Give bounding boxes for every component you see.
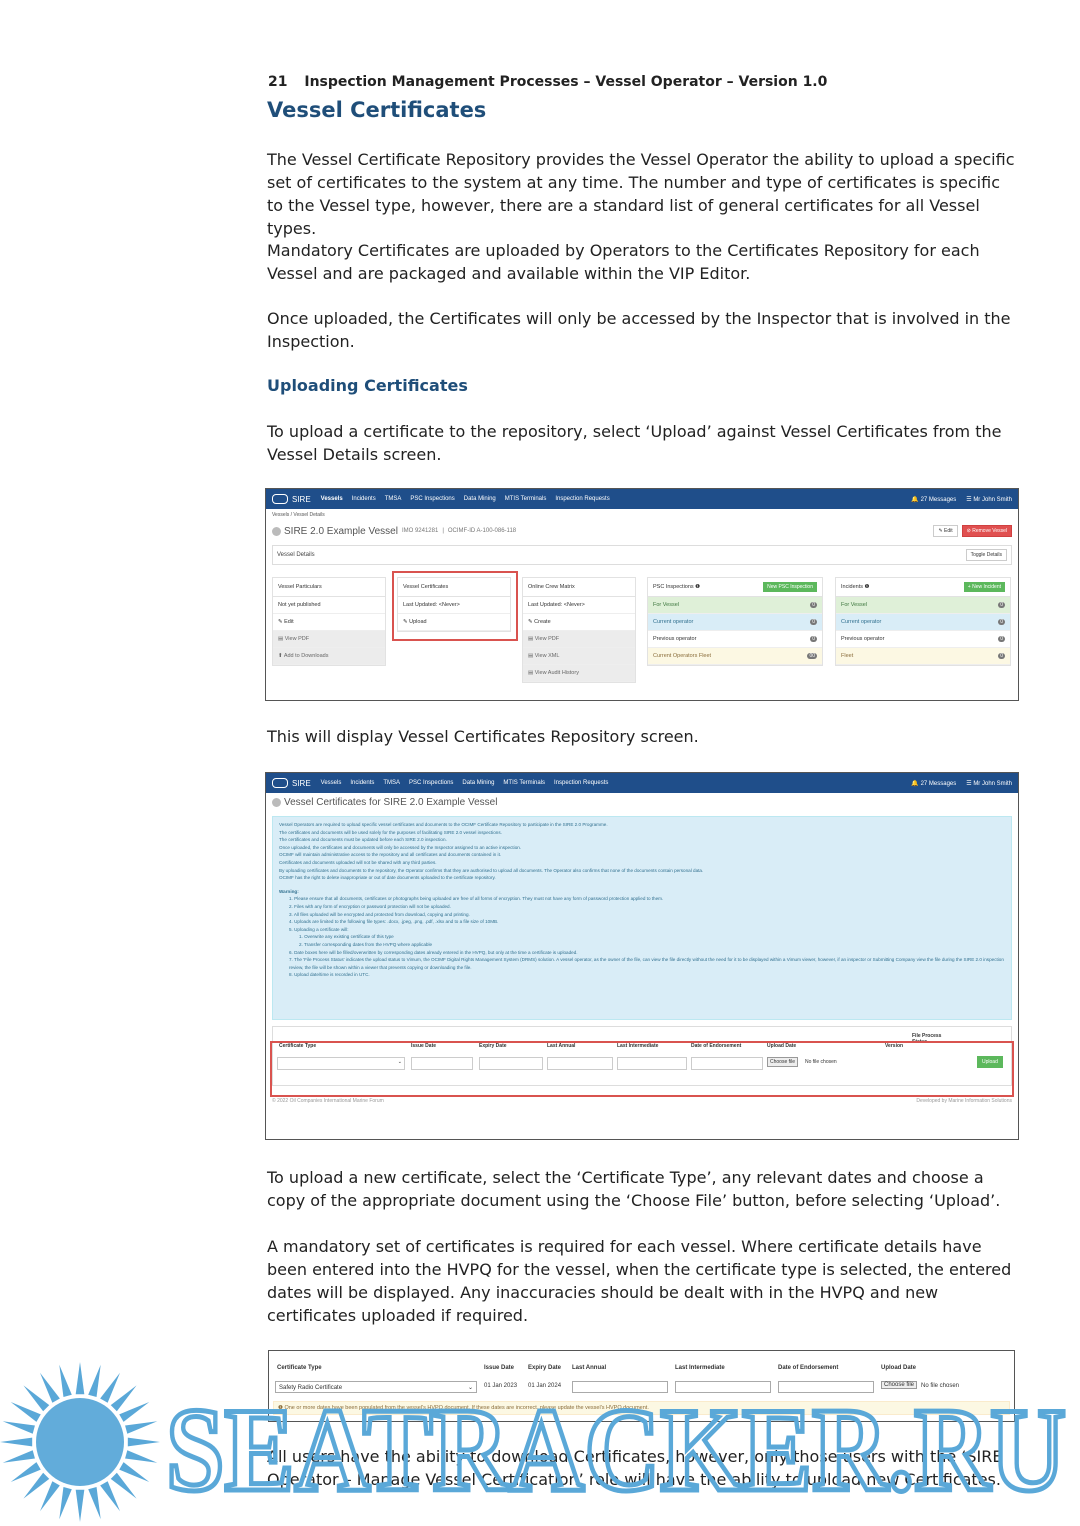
row-label: Fleet (841, 653, 854, 659)
particulars-view-pdf-link[interactable]: ▤ View PDF (273, 631, 385, 648)
populated-dates-screenshot (268, 1350, 1015, 1422)
paragraph-mandatory-set: A mandatory set of certificates is required for each vessel. Where certificate details have been entered into the HVPQ for the vessel, when the certificate type is selected, the entered dates will be displayed. Any inaccuracies should be dealt with in the HVPQ and new certificates uploaded if required. (267, 1237, 1012, 1325)
document-title: Inspection Management Processes – Vessel Operator – Version 1.0 (304, 74, 828, 90)
repository-title: Vessel Certificates for SIRE 2.0 Example Vessel (284, 797, 498, 808)
messages-count: 27 Messages (920, 496, 957, 503)
nav-psc[interactable]: PSC Inspections (410, 496, 455, 502)
user-name: Mr John Smith (973, 780, 1012, 787)
bell-icon: 🔔 (911, 496, 919, 503)
nav-vessels[interactable]: Vessels (320, 780, 342, 786)
col-upload-date: Upload Date (881, 1365, 917, 1371)
card-title: PSC Inspections ❶ (653, 584, 701, 590)
user-menu[interactable]: ☰ Mr John Smith (966, 780, 1012, 787)
add-to-downloads-link[interactable]: ⬆ Add to Downloads (273, 648, 385, 665)
sun-ray (125, 1450, 157, 1462)
col-certificate-type: Certificate Type (279, 1043, 317, 1049)
paragraph-repository-screen: This will display Vessel Certificates Repository screen. (267, 727, 699, 746)
row-label: Current Operators Fleet (653, 653, 712, 659)
date-endorsement-input[interactable] (778, 1381, 874, 1393)
card-title: Online Crew Matrix (523, 578, 635, 597)
col-issue-date: Issue Date (411, 1043, 437, 1049)
nav-data-mining[interactable]: Data Mining (463, 496, 496, 502)
info-line: Vessel Operators are required to upload specific vessel certificates and documents to the OCIMF Certificate Repository to participate in the SIRE 2.0 Programme. (279, 822, 608, 827)
sun-ray (11, 1462, 41, 1482)
nav-tmsa[interactable]: TMSA (384, 496, 402, 502)
toggle-details-button[interactable]: Toggle Details (966, 549, 1007, 561)
warning-line: 6. Date boxes here will be filled/overwritten by corresponding dates already entered in the HVPQ, but only at the time a certificate is uploaded. (289, 949, 578, 955)
sun-ray (59, 1487, 71, 1519)
col-expiry-date: Expiry Date (479, 1043, 507, 1049)
last-intermediate-input[interactable] (675, 1381, 771, 1393)
highlight-box (270, 1041, 1014, 1097)
col-date-endorsement: Date of Endorsement (778, 1365, 839, 1371)
col-upload-date: Upload Date (767, 1043, 797, 1049)
count-badge: 0 (1000, 619, 1003, 625)
col-last-annual: Last Annual (572, 1365, 607, 1371)
highlight-box (392, 571, 518, 641)
sun-ray (40, 1481, 60, 1511)
sun-ray (11, 1402, 41, 1422)
repository-title-bar (266, 793, 1018, 812)
watermark-text: SEATRACKER.RU (166, 1383, 1066, 1516)
row-label: For Vessel (653, 602, 679, 608)
sun-ray (0, 1438, 32, 1447)
incident-row[interactable] (836, 631, 1010, 648)
vessel-cards (272, 569, 1012, 689)
sun-ray (100, 1373, 120, 1403)
psc-row[interactable] (648, 631, 822, 648)
bell-icon: 🔔 (911, 780, 919, 787)
sun-ray (88, 1365, 100, 1397)
crew-view-xml-link[interactable]: ▤ View XML (523, 648, 635, 665)
choose-file-button[interactable]: Choose file (767, 1057, 798, 1067)
footer-developer: Developed by Marine Information Solutions (916, 1098, 1012, 1104)
sun-ray (100, 1481, 120, 1511)
edit-vessel-button[interactable]: ✎ Edit (933, 525, 957, 537)
warning-line: 3. All files uploaded will be encrypted and protected from download, copying and printing. (289, 911, 470, 917)
breadcrumb[interactable]: Vessels / Vessel Details (272, 512, 325, 518)
warning-line: 4. Uploads are limited to the following file types: .docx, .jpeg, .png, .pdf, .xlsx and to a file size of 10MB. (289, 919, 499, 925)
sun-ray (111, 1473, 137, 1499)
card-title: Incidents ❶ (841, 584, 870, 590)
particulars-edit-link[interactable]: ✎ Edit (273, 614, 385, 631)
sun-ray (119, 1402, 149, 1422)
messages-count: 27 Messages (920, 780, 957, 787)
new-psc-inspection-button[interactable]: New PSC Inspection (763, 582, 817, 592)
info-panel (272, 816, 1012, 1020)
incident-row[interactable] (836, 648, 1010, 665)
warning-line: 2. Files with any form of encryption or password protection will not be uploaded. (289, 903, 451, 909)
psc-row[interactable] (648, 597, 822, 614)
sun-ray (23, 1385, 49, 1411)
navbar (266, 489, 1018, 509)
count-badge: 0 (1000, 602, 1003, 608)
paragraph-upload-steps: To upload a new certificate, select the ‘Certificate Type’, any relevant dates and choose a copy of the appropriate document using the ‘Choose File’ button, before selecting ‘Upload’. (267, 1168, 1001, 1210)
nav-incidents[interactable]: Incidents (351, 496, 376, 502)
card-title: Vessel Particulars (273, 578, 385, 597)
col-date-endorsement: Date of Endorsement (691, 1043, 742, 1049)
sun-ray (23, 1473, 49, 1499)
crew-audit-history-link[interactable]: ▤ View Audit History (523, 665, 635, 682)
warning-line: 8. Upload date/time is recorded in UTC. (289, 972, 370, 978)
remove-vessel-button[interactable]: ⊘ Remove Vessel (962, 525, 1012, 537)
warning-line: 5. Uploading a certificate will: (289, 926, 349, 932)
psc-row[interactable] (648, 614, 822, 631)
messages-link[interactable] (911, 780, 956, 787)
warning-subline: 2. Transfer corresponding dates from the HVPQ where applicable (299, 941, 433, 947)
publish-status: Not yet published (273, 597, 385, 614)
nav-mtis[interactable]: MTIS Terminals (504, 496, 547, 502)
sun-ray (128, 1438, 160, 1447)
nav-incidents[interactable]: Incidents (350, 780, 375, 786)
row-label: Previous operator (653, 636, 697, 642)
back-icon[interactable] (272, 527, 281, 536)
chevron-down-icon: ⌄ (397, 1059, 402, 1065)
count-badge: 0 (812, 636, 815, 642)
paragraph-download-rights: All users have the ability to download Certificates, however, only those users with the ‘SIRE Operator – Manage Vessel Certification’ role will have the ability to upload new Certificates. (267, 1447, 1003, 1489)
count-badge: 0 (1000, 636, 1003, 642)
col-expiry-date: Expiry Date (528, 1365, 562, 1371)
info-line: OCIMF will maintain administrative access to the repository and all certificates and documents contained in it. (279, 852, 502, 858)
nav-vessels[interactable]: Vessels (320, 496, 343, 502)
page-number: 21 (268, 74, 288, 90)
info-line: OCIMF has the right to delete inappropriate or out of date documents uploaded to the certificate repository. (279, 875, 496, 881)
count-badge: 0 (812, 602, 815, 608)
info-line: The certificates and documents must be updated before each SIRE 2.0 inspection. (279, 837, 447, 843)
psc-inspections-card (647, 577, 823, 666)
sun-ray (119, 1462, 149, 1482)
warning-line: 7. The 'File Process Status' indicates the upload status to Vimum, the OCIMF Digital Rights Management System (DRMS) solution. A vessel operator, as the owner of the file, can view the file directly without the need for it to be displayed within a Vimum viewer, however, if an inspector or Submitting Company view the file during the SIRE 2.0 inspection review, the file will be shown within a viewer that prevents copying or downloading the file. (289, 957, 1004, 970)
sun-ray (3, 1450, 35, 1462)
page-header (268, 74, 827, 90)
incident-row[interactable] (836, 614, 1010, 631)
crew-view-pdf-link[interactable]: ▤ View PDF (523, 631, 635, 648)
vessel-title-bar (266, 521, 1018, 541)
warning-heading: Warning: (279, 888, 299, 894)
section-title: Vessel Certificates (267, 98, 487, 122)
nav-mtis[interactable]: MTIS Terminals (503, 780, 545, 786)
nav-inspection-requests[interactable]: Inspection Requests (555, 496, 610, 502)
col-last-annual: Last Annual (547, 1043, 576, 1049)
sun-ray (76, 1490, 85, 1522)
vessel-details-screenshot (265, 488, 1019, 701)
sun-ray (125, 1421, 157, 1433)
expiry-date-value: 01 Jan 2024 (528, 1383, 562, 1389)
sun-logo-icon (0, 1362, 170, 1526)
no-file-label: No file chosen (805, 1059, 837, 1065)
col-version: Version (885, 1043, 904, 1049)
chevron-down-icon: ⌄ (467, 1385, 473, 1391)
sun-ray (40, 1373, 60, 1403)
row-label: Current operator (841, 619, 882, 625)
col-file-process-status: File Process Status (912, 1033, 942, 1045)
count-badge: 0 (1000, 653, 1003, 659)
vessel-ocimf-id: OCIMF-ID A-100-086-118 (447, 528, 517, 534)
certificates-upload-link[interactable]: ✎ Upload (398, 614, 510, 631)
incident-row[interactable] (836, 597, 1010, 614)
vessel-details-bar (272, 545, 1012, 565)
sun-ray (111, 1385, 137, 1411)
vessel-details-label: Vessel Details (277, 552, 315, 558)
nav-psc[interactable]: PSC Inspections (409, 780, 454, 786)
navbar (266, 773, 1018, 793)
paragraph-access: Once uploaded, the Certificates will only be accessed by the Inspector that is involved in the Inspection. (267, 309, 1011, 351)
messages-link[interactable] (911, 496, 956, 503)
info-line: Once uploaded, the certificates and documents will only be accessed by the Inspector assigned to an active inspection. (279, 844, 522, 850)
last-annual-input[interactable] (572, 1381, 668, 1393)
info-line: By uploading certificates and documents to the repository, the Operator confirms that they are authorised to upload all documents. The Operator also confirms that none of the documents contain personal data. (279, 867, 704, 873)
subsection-title: Uploading Certificates (267, 376, 468, 395)
back-icon[interactable] (272, 798, 281, 807)
count-badge: 0 (812, 619, 815, 625)
screen-footer (266, 1098, 1018, 1104)
paragraph-upload-instruction: To upload a certificate to the repository, select ‘Upload’ against Vessel Certificates from the Vessel Details screen. (267, 422, 1002, 464)
paragraph-mandatory: Mandatory Certificates are uploaded by Operators to the Certificates Repository for each Vessel and are packaged and available within the VIP Editor. (267, 241, 980, 283)
col-last-intermediate: Last Intermediate (617, 1043, 659, 1049)
selected-certificate: Safety Radio Certificate (279, 1385, 343, 1391)
warning-line: 1. Please ensure that all documents, certificates or photographs being uploaded are free of all forms of encryption. They must not have any form of password protection applied to them. (289, 896, 664, 902)
choose-file-button[interactable]: Choose file (881, 1381, 917, 1389)
ocimf-logo-icon (272, 778, 288, 788)
row-label: Previous operator (841, 636, 885, 642)
col-last-intermediate: Last Intermediate (675, 1365, 725, 1371)
nav-inspection-requests[interactable]: Inspection Requests (554, 780, 609, 786)
no-file-label: No file chosen (921, 1383, 960, 1389)
psc-row[interactable] (648, 648, 822, 665)
info-line: Certificates and documents uploaded will not be shared with any third parties. (279, 859, 437, 865)
issue-date-value: 01 Jan 2023 (484, 1383, 518, 1389)
nav-brand[interactable]: SIRE (292, 778, 311, 788)
col-issue-date: Issue Date (484, 1365, 515, 1371)
sun-ray (59, 1365, 71, 1397)
info-line: The certificates and documents will be used solely for the purposes of facilitating SIRE 2.0 vessel inspections. (279, 829, 502, 835)
crew-last-updated: Last Updated: <Never> (523, 597, 635, 614)
footer-copyright: © 2022 Oil Companies International Marine Forum (272, 1098, 384, 1104)
warning-subline: 1. Overwrite any existing certificate of this type (299, 934, 394, 940)
ocimf-logo-icon (272, 494, 288, 504)
row-label: For Vessel (841, 602, 867, 608)
certificates-repository-screenshot (265, 772, 1019, 1140)
vessel-name: SIRE 2.0 Example Vessel (284, 525, 398, 537)
count-badge: 00 (809, 653, 815, 659)
row-label: Current operator (653, 619, 694, 625)
certificate-type-select[interactable] (275, 1381, 477, 1393)
incidents-card (835, 577, 1011, 666)
title-separator: | (442, 528, 444, 534)
col-certificate-type: Certificate Type (277, 1365, 322, 1371)
card-title: Vessel Certificates (398, 578, 510, 597)
online-crew-matrix-card (522, 577, 636, 683)
paragraph-intro: The Vessel Certificate Repository provides the Vessel Operator the ability to upload a specific set of certificates to the system at any time. The number and type of certificates is specific to the Vessel type, however, there are a standard list of general certificates for all Vessel types. (267, 150, 1015, 238)
user-name: Mr John Smith (973, 496, 1012, 503)
vessel-imo: IMO 9241281 (401, 528, 439, 534)
sun-ray (88, 1487, 100, 1519)
crew-create-link[interactable]: ✎ Create (523, 614, 635, 631)
certificates-last-updated: Last Updated: <Never> (398, 597, 510, 614)
sun-ray (3, 1421, 35, 1433)
new-incident-button[interactable]: + New Incident (964, 582, 1005, 592)
nav-data-mining[interactable]: Data Mining (462, 780, 495, 786)
sun-ray (76, 1362, 85, 1394)
nav-tmsa[interactable]: TMSA (383, 780, 401, 786)
vessel-particulars-card (272, 577, 386, 666)
nav-brand[interactable]: SIRE (292, 494, 311, 504)
user-menu[interactable]: ☰ Mr John Smith (966, 496, 1012, 503)
upload-button[interactable]: Upload (977, 1056, 1003, 1068)
hvpq-warning: ❶ One or more dates have been populated from the vessel's HVPQ document. If these dates are incorrect, please update the vessel's HVPQ document. (273, 1401, 1010, 1415)
